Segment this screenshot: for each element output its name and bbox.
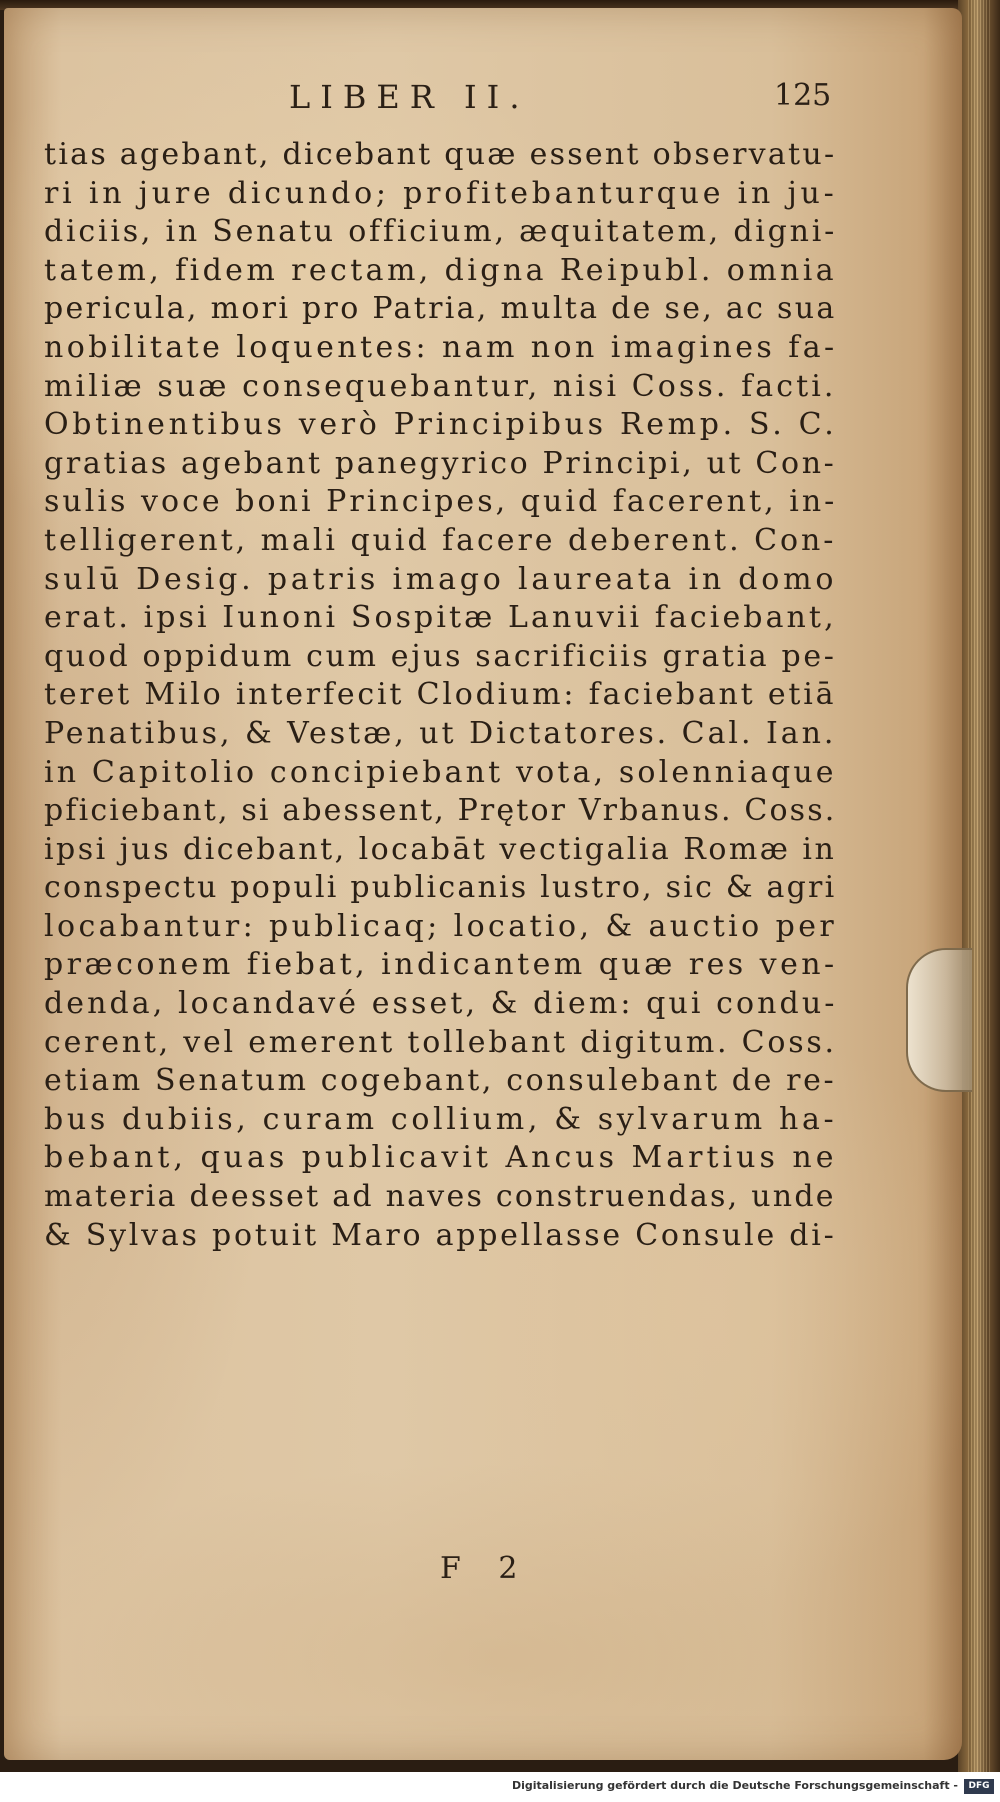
page-clip (906, 948, 972, 1092)
text-line: diciis, in Senatu officium, æquitatem, digni- (44, 214, 838, 250)
text-line: conspectu populi publicanis lustro, sic & agri (44, 870, 837, 906)
body-text (44, 136, 838, 1255)
text-line: in Capitolio concipiebant vota, solenniaque (44, 754, 837, 790)
text-line: locabantur: publicaq; locatio, & auctio per (44, 908, 838, 944)
text-line: bus dubiis, curam collium, & sylvarum ha- (44, 1101, 838, 1137)
text-line: nobilitate loquentes: nam non imagines fa- (44, 329, 838, 365)
text-line: Obtinentibus verò Principibus Remp. S. C. (44, 407, 838, 443)
dfg-logo-icon: DFG (964, 1779, 994, 1794)
text-line: sulū Desig. patris imago laureata in domo (44, 561, 838, 597)
page-header (4, 78, 962, 128)
signature-mark: F 2 (440, 1551, 532, 1586)
text-line: telligerent, mali quid facere deberent. Con- (44, 522, 837, 558)
book-page (4, 8, 962, 1760)
text-line: gratias agebant panegyrico Principi, ut Con- (44, 445, 837, 481)
text-line: præconem fiebat, indicantem quæ res ven- (44, 947, 838, 983)
text-line: ri in jure dicundo; profitebanturque in ju- (44, 175, 838, 211)
text-line: quod oppidum cum ejus sacrificiis gratia pe- (44, 638, 837, 674)
page-edges (968, 0, 990, 1772)
text-line: tias agebant, dicebant quæ essent observatu- (44, 137, 837, 172)
text-line: tatem, fidem rectam, digna Reipubl. omnia (44, 252, 838, 288)
text-line: etiam Senatum cogebant, consulebant de re- (44, 1063, 837, 1099)
text-line: cerent, vel emerent tollebant digitum. Coss. (44, 1024, 837, 1060)
text-line: materia deesset ad naves construendas, unde (44, 1179, 836, 1215)
text-line: erat. ipsi Iunoni Sospitæ Lanuvii faciebant, (44, 600, 837, 636)
footer-bar (0, 1772, 1000, 1802)
text-line: miliæ suæ consequebantur, nisi Coss. facti. (44, 368, 837, 404)
text-line: ipsi jus dicebant, locabāt vectigalia Romæ in (44, 831, 837, 867)
page-number: 125 (774, 78, 832, 113)
text-line: pficiebant, si abessent, Prętor Vrbanus. Coss. (44, 793, 837, 829)
running-head: LIBER II. (289, 78, 530, 116)
text-line: & Sylvas potuit Maro appellasse Consule di- (44, 1217, 837, 1253)
digitization-credit: Digitalisierung gefördert durch die Deutsche Forschungsgemeinschaft - (511, 1779, 958, 1792)
text-line: pericula, mori pro Patria, multa de se, ac sua (44, 291, 837, 327)
text-line: Penatibus, & Vestæ, ut Dictatores. Cal. Ian. (44, 715, 837, 751)
text-line: sulis voce boni Principes, quid facerent, in- (44, 484, 838, 520)
text-line: teret Milo interfecit Clodium: faciebant etiā (44, 677, 837, 713)
text-line: bebant, quas publicavit Ancus Martius ne (44, 1140, 838, 1176)
text-line: denda, locandavé esset, & diem: qui condu- (44, 986, 838, 1022)
